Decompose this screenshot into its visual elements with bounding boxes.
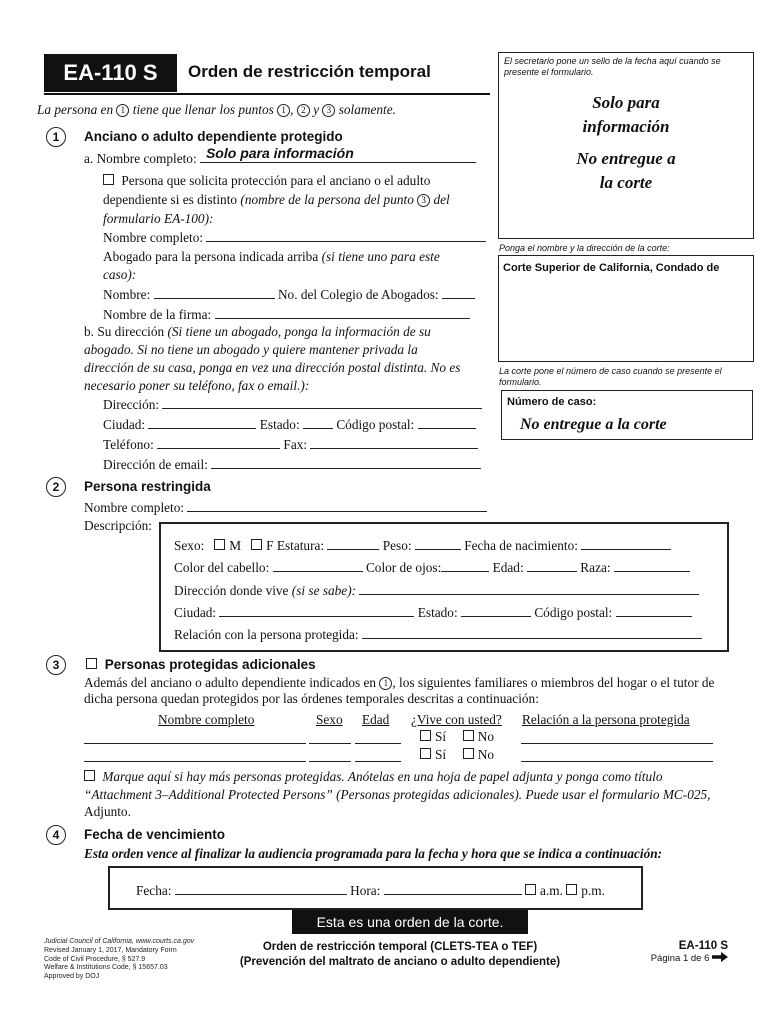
header-rule	[44, 93, 490, 95]
row2-yes-checkbox[interactable]	[420, 748, 431, 759]
additional-persons-checkbox[interactable]	[86, 658, 97, 669]
s1-phone-row: Teléfono: Fax:	[103, 435, 478, 453]
row1-sex-field[interactable]	[309, 743, 351, 744]
restrained-name-field[interactable]	[187, 498, 487, 512]
expiration-date-field[interactable]	[175, 881, 347, 895]
row1-name-field[interactable]	[84, 743, 306, 744]
case-note: La corte pone el número de caso cuando se presente el formulario.	[499, 366, 722, 387]
s2-relation-row: Relación con la persona protegida:	[174, 625, 702, 643]
court-name: Corte Superior de California, Condado de	[503, 262, 720, 274]
court-order-banner: Esta es una orden de la corte.	[292, 910, 528, 934]
case-number-label: Número de caso:	[507, 396, 597, 408]
s1-full-name-row: a. Nombre completo: Solo para información	[84, 149, 476, 167]
footer-center: Orden de restricción temporal (CLETS-TEA o TEF) (Prevención del maltrato de anciano o adulto dependiente)	[239, 941, 561, 968]
more-persons-checkbox[interactable]	[84, 770, 95, 781]
row1-lives: Sí No	[420, 729, 494, 745]
section-2-number: 2	[46, 477, 66, 497]
hair-color-field[interactable]	[273, 558, 363, 572]
s1-address-instructions: b. Su dirección (Si tiene un abogado, ponga la información de su abogado. Si no tiene un abogado y quiere mantener privada la dirección de su casa, ponga en vez una dirección postal distinta. No es necesario poner su teléfono, fax o email.):	[84, 324, 461, 393]
section-4-number: 4	[46, 825, 66, 845]
s1-firm-row: Nombre de la firma:	[103, 305, 470, 323]
s1-address-row: Dirección:	[103, 395, 482, 413]
sex-m-checkbox[interactable]	[214, 539, 225, 550]
relationship-field[interactable]	[362, 625, 702, 639]
stamp-line-3: No entregue a	[576, 149, 676, 168]
col-sex-header: Sexo	[316, 712, 343, 727]
row2-relation-field[interactable]	[521, 761, 713, 762]
stamp-line-2: información	[582, 117, 670, 136]
section-4-title: Fecha de vencimiento	[84, 827, 226, 842]
footer-right	[620, 940, 728, 964]
s2-description-label: Descripción:	[84, 518, 152, 533]
row1-relation-field[interactable]	[521, 743, 713, 744]
col-age-header: Edad	[362, 712, 390, 727]
section-2-title: Persona restringida	[84, 479, 211, 494]
clerk-note: El secretario pone un sello de la fecha aquí cuando se presente el formulario.	[504, 56, 721, 77]
form-title: Orden de restricción temporal	[188, 62, 431, 81]
s1-city-row: Ciudad: Estado: Código postal:	[103, 415, 476, 433]
phone-field[interactable]	[157, 435, 280, 449]
s1-lawyer-row: Nombre: No. del Colegio de Abogados:	[103, 285, 475, 303]
s2-name-row: Nombre completo:	[84, 498, 487, 516]
s1-email-row: Dirección de email:	[103, 455, 481, 473]
row2-age-field[interactable]	[355, 761, 401, 762]
weight-field[interactable]	[415, 536, 461, 550]
home-address-field[interactable]	[359, 581, 699, 595]
case-number-value: No entregue a la corte	[520, 416, 667, 433]
s1-petitioner-name-row: Nombre completo:	[103, 228, 486, 246]
col-lives-header: ¿Vive con usted?	[411, 712, 502, 727]
case-number-box[interactable]	[501, 390, 753, 440]
section-3-title: Personas protegidas adicionales	[86, 657, 316, 672]
restrained-zip-field[interactable]	[616, 603, 692, 617]
clerk-stamp-box	[498, 52, 754, 239]
s2-sex-row: Sexo: M F Estatura: Peso: Fecha de nacimiento:	[174, 536, 671, 554]
section-3-number: 3	[46, 655, 66, 675]
row2-sex-field[interactable]	[309, 761, 351, 762]
sex-f-checkbox[interactable]	[251, 539, 262, 550]
footer-left: Judicial Council of California, www.courts.ca.gov Revised January 1, 2017, Mandatory Form Code of Civil Procedure, § 527.9 Welfare & Institutions Code, § 15657.03 Approved by DOJ	[44, 938, 195, 981]
s2-home-row: Dirección donde vive (si se sabe):	[174, 581, 699, 599]
court-label: Ponga el nombre y la dirección de la corte:	[499, 243, 670, 253]
s4-note: Esta orden vence al finalizar la audiencia programada para la fecha y hora que se indica a continuación:	[84, 846, 663, 861]
col-relation-header: Relación a la persona protegida	[522, 712, 690, 727]
fill-instruction: La persona en 1 tiene que llenar los puntos 1 , 2 y 3 solamente.	[37, 102, 396, 117]
restrained-city-field[interactable]	[219, 603, 414, 617]
court-box[interactable]	[498, 255, 754, 362]
firm-name-field[interactable]	[215, 305, 470, 319]
lawyer-name-field[interactable]	[154, 285, 275, 299]
expiration-time-field[interactable]	[384, 881, 522, 895]
s4-date-row: Fecha: Hora: a.m. p.m.	[136, 883, 605, 898]
bar-number-field[interactable]	[442, 285, 475, 299]
section-1-title: Anciano o adulto dependiente protegido	[84, 129, 343, 144]
expiration-box	[108, 866, 643, 910]
city-field[interactable]	[148, 415, 256, 429]
s1-lawyer-label: Abogado para la persona indicada arriba (si tiene uno para este caso):	[103, 249, 440, 282]
fax-field[interactable]	[310, 435, 478, 449]
form-id-badge: EA-110 S	[44, 54, 177, 92]
stamp-line-1: Solo para	[592, 93, 660, 112]
address-field[interactable]	[162, 395, 482, 409]
row1-yes-checkbox[interactable]	[420, 730, 431, 741]
s3-more-note: Marque aquí si hay más personas protegidas. Anótelas en una hoja de papel adjunta y ponga como título “Attachment 3–Additional Protected Persons” (Personas protegidas adicionales). Puede usar el formulario MC-025, Adjunto.	[84, 769, 711, 819]
eye-color-field[interactable]	[441, 558, 489, 572]
email-field[interactable]	[211, 455, 481, 469]
petitioner-name-field[interactable]	[206, 228, 486, 242]
col-name-header: Nombre completo	[158, 712, 255, 727]
arrow-right-icon[interactable]	[712, 952, 728, 962]
row1-no-checkbox[interactable]	[463, 730, 474, 741]
race-field[interactable]	[614, 558, 690, 572]
page-indicator: Página 1 de 6	[620, 952, 728, 964]
zip-field[interactable]	[418, 415, 476, 429]
restrained-description-box	[159, 522, 729, 652]
state-field[interactable]	[303, 415, 333, 429]
s2-city-row: Ciudad: Estado: Código postal:	[174, 603, 692, 621]
row2-name-field[interactable]	[84, 761, 306, 762]
s3-intro: Además del anciano o adulto dependiente indicados en 1 , los siguientes familiares o miembros del hogar o el tutor de dicha persona quedan protegidos por las órdenes temporales descritas a continuación:	[84, 675, 715, 706]
restrained-state-field[interactable]	[461, 603, 531, 617]
am-checkbox[interactable]	[525, 884, 536, 895]
age-field[interactable]	[527, 558, 577, 572]
footer-form-id: EA-110 S	[678, 940, 728, 952]
s2-hair-row: Color del cabello: Color de ojos: Edad: Raza:	[174, 558, 690, 576]
dob-field[interactable]	[581, 536, 671, 550]
row2-lives: Sí No	[420, 747, 494, 763]
stamp-line-4: la corte	[599, 173, 653, 192]
section-1-number: 1	[46, 127, 66, 147]
height-field[interactable]	[327, 536, 379, 550]
s1-petitioner-block: Persona que solicita protección para el anciano o el adulto dependiente si es distinto (nombre de la persona del punto 3 del formulario EA-100):	[103, 173, 450, 226]
s1-full-name-field[interactable]: Solo para información	[200, 149, 476, 163]
pm-checkbox[interactable]	[566, 884, 577, 895]
petitioner-checkbox[interactable]	[103, 174, 114, 185]
row1-age-field[interactable]	[355, 743, 401, 744]
row2-no-checkbox[interactable]	[463, 748, 474, 759]
